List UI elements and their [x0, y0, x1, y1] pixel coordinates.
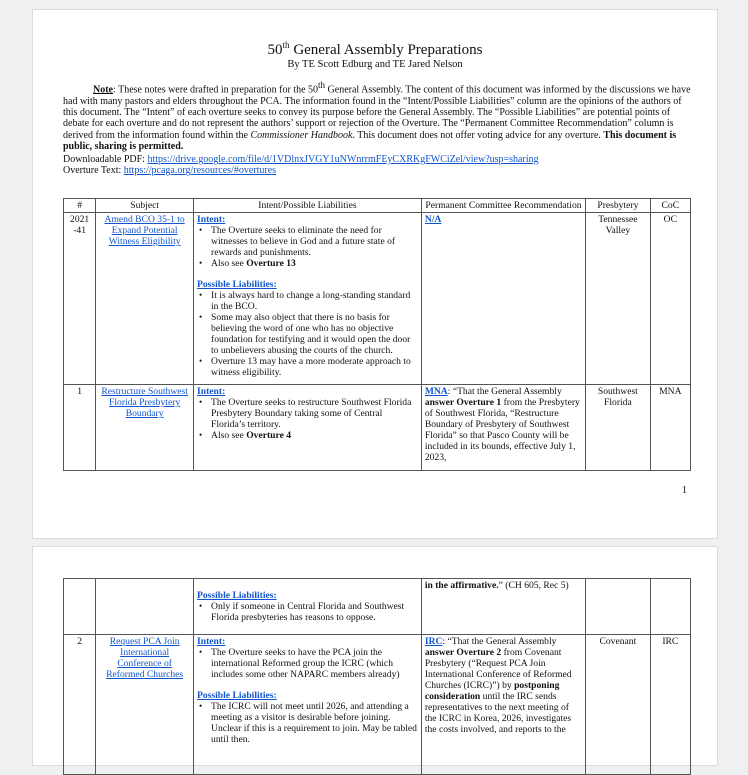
- header-subject: Subject: [96, 199, 194, 213]
- overture-subject: [96, 635, 194, 775]
- overtures-table: [63, 198, 691, 471]
- coc-cell: [650, 579, 690, 635]
- overture-number: 2: [64, 635, 96, 775]
- table-row: [64, 385, 691, 471]
- page-number: 1: [682, 485, 687, 496]
- overtures-table-continued: [63, 578, 691, 775]
- table-header-row: [64, 199, 691, 213]
- intro-note: Note: These notes were drafted in preparation for the 50th General Assembly. The content of this document was informed by the discussions we have had with many pastors and elders throughout the PCA. The information found in the “Intent/Possible Liabilities” column are the opinions of the authors of this document. The “Intent” of each overture seeks to convey its purpose before the General Assembly. The “Possible Liabilities” are potential points of debate for each overture and do not represent the authors’ support or rejection of the Overture. The “Permanent Committee Recommendation” column is derived from the information found within the Commissioner Handbook. This document does not offer voting advice for any overture. This document is public, sharing is permitted.: [63, 80, 691, 152]
- coc-cell: IRC: [650, 635, 690, 775]
- pcr-link[interactable]: MNA: [424, 386, 448, 397]
- overture-number: [64, 579, 96, 635]
- presbytery-cell: Tennessee Valley: [586, 213, 651, 385]
- header-coc: CoC: [650, 199, 690, 213]
- table-row: [64, 635, 691, 775]
- intent-cell: Intent: • The Overture seeks to have the PCA join the international Reformed group the ICRC (which includes some other NAPARC members already) Possible Liabilities: • The ICRC will not meet until 2026, and attending a meeting as a visitor is desirable before joining. Unclear if this is a requirement to join. May be tabled until then.: [194, 635, 422, 775]
- pcr-cell: [421, 213, 585, 385]
- pcr-cell: in the affirmative.” (CH 605, Rec 5): [421, 579, 585, 635]
- document-title: 50th General Assembly Preparations: [267, 40, 483, 58]
- pcr-link[interactable]: N/A: [424, 214, 442, 225]
- subject-link[interactable]: Request PCA Join International Conference of Reformed Churches: [106, 636, 184, 680]
- pcr-cell: MNA: “That the General Assembly answer Overture 1 from the Presbytery of Southwest Florida, “Restructure Boundary of Presbytery of Southwest Florida” so that Pasco County will be included in its bounds, effective July 1, 2023,: [421, 385, 585, 471]
- resource-links: Downloadable PDF: https://drive.google.com/file/d/1VDlnxJVGY1uNWnrrmFEyCXRKgFWCiZel/view?usp=sharing Overture Text: https://pcaga.org/resources/#overtures: [63, 154, 539, 177]
- intent-cell: Intent: • The Overture seeks to restructure Southwest Florida Presbytery Boundary taking some of Central Florida’s territory. • Also see Overture 4: [194, 385, 422, 471]
- subject-link[interactable]: Restructure Southwest Florida Presbytery Boundary: [101, 386, 188, 419]
- document-authors: By TE Scott Edburg and TE Jared Nelson: [287, 59, 463, 70]
- overture-text-link[interactable]: https://pcaga.org/resources/#overtures: [123, 165, 277, 177]
- overture-subject: [96, 579, 194, 635]
- overture-number: 1: [64, 385, 96, 471]
- coc-cell: OC: [650, 213, 690, 385]
- document-page-1: [32, 9, 718, 539]
- header-pcr: Permanent Committee Recommendation: [421, 199, 585, 213]
- pcr-cell: IRC: “That the General Assembly answer Overture 2 from Covenant Presbytery (“Request PCA Join International Conference of Reformed Churches (ICRC)”) by postponing consideration until the IRC sends representatives to the next meeting of the ICRC in Korea, 2026, investigates the costs involved, and reports to the: [421, 635, 585, 775]
- table-row: [64, 579, 691, 635]
- pcr-link[interactable]: IRC: [424, 636, 443, 647]
- subject-link[interactable]: Amend BCO 35-1 to Expand Potential Witness Eligibility: [104, 214, 185, 247]
- presbytery-cell: Covenant: [586, 635, 651, 775]
- overture-subject: [96, 385, 194, 471]
- overture-subject: [96, 213, 194, 385]
- presbytery-cell: [586, 579, 651, 635]
- intent-cell: Possible Liabilities: • Only if someone in Central Florida and Southwest Florida presbyteries has reasons to oppose.: [194, 579, 422, 635]
- header-presbytery: Presbytery: [586, 199, 651, 213]
- intent-cell: Intent: • The Overture seeks to eliminate the need for witnesses to believe in God and a future state of rewards and punishments. • Also see Overture 13 Possible Liabilities: • It is always hard to change a long-standing standard in the BCO. • Some may also object that there is no basis for believing the word of one who has no objective foundation for testifying and it would open the door to unbelievers abusing the courts of the church. • Overture 13 may have a more moderate approach to witness eligibility.: [194, 213, 422, 385]
- header-intent: Intent/Possible Liabilities: [194, 199, 422, 213]
- table-row: [64, 213, 691, 385]
- pdf-link[interactable]: https://drive.google.com/file/d/1VDlnxJVGY1uNWnrrmFEyCXRKgFWCiZel/view?usp=sharing: [147, 154, 539, 165]
- presbytery-cell: Southwest Florida: [586, 385, 651, 471]
- header-num: #: [64, 199, 96, 213]
- document-page-2: [32, 546, 718, 766]
- coc-cell: MNA: [650, 385, 690, 471]
- overture-number: 2021 -41: [64, 213, 96, 385]
